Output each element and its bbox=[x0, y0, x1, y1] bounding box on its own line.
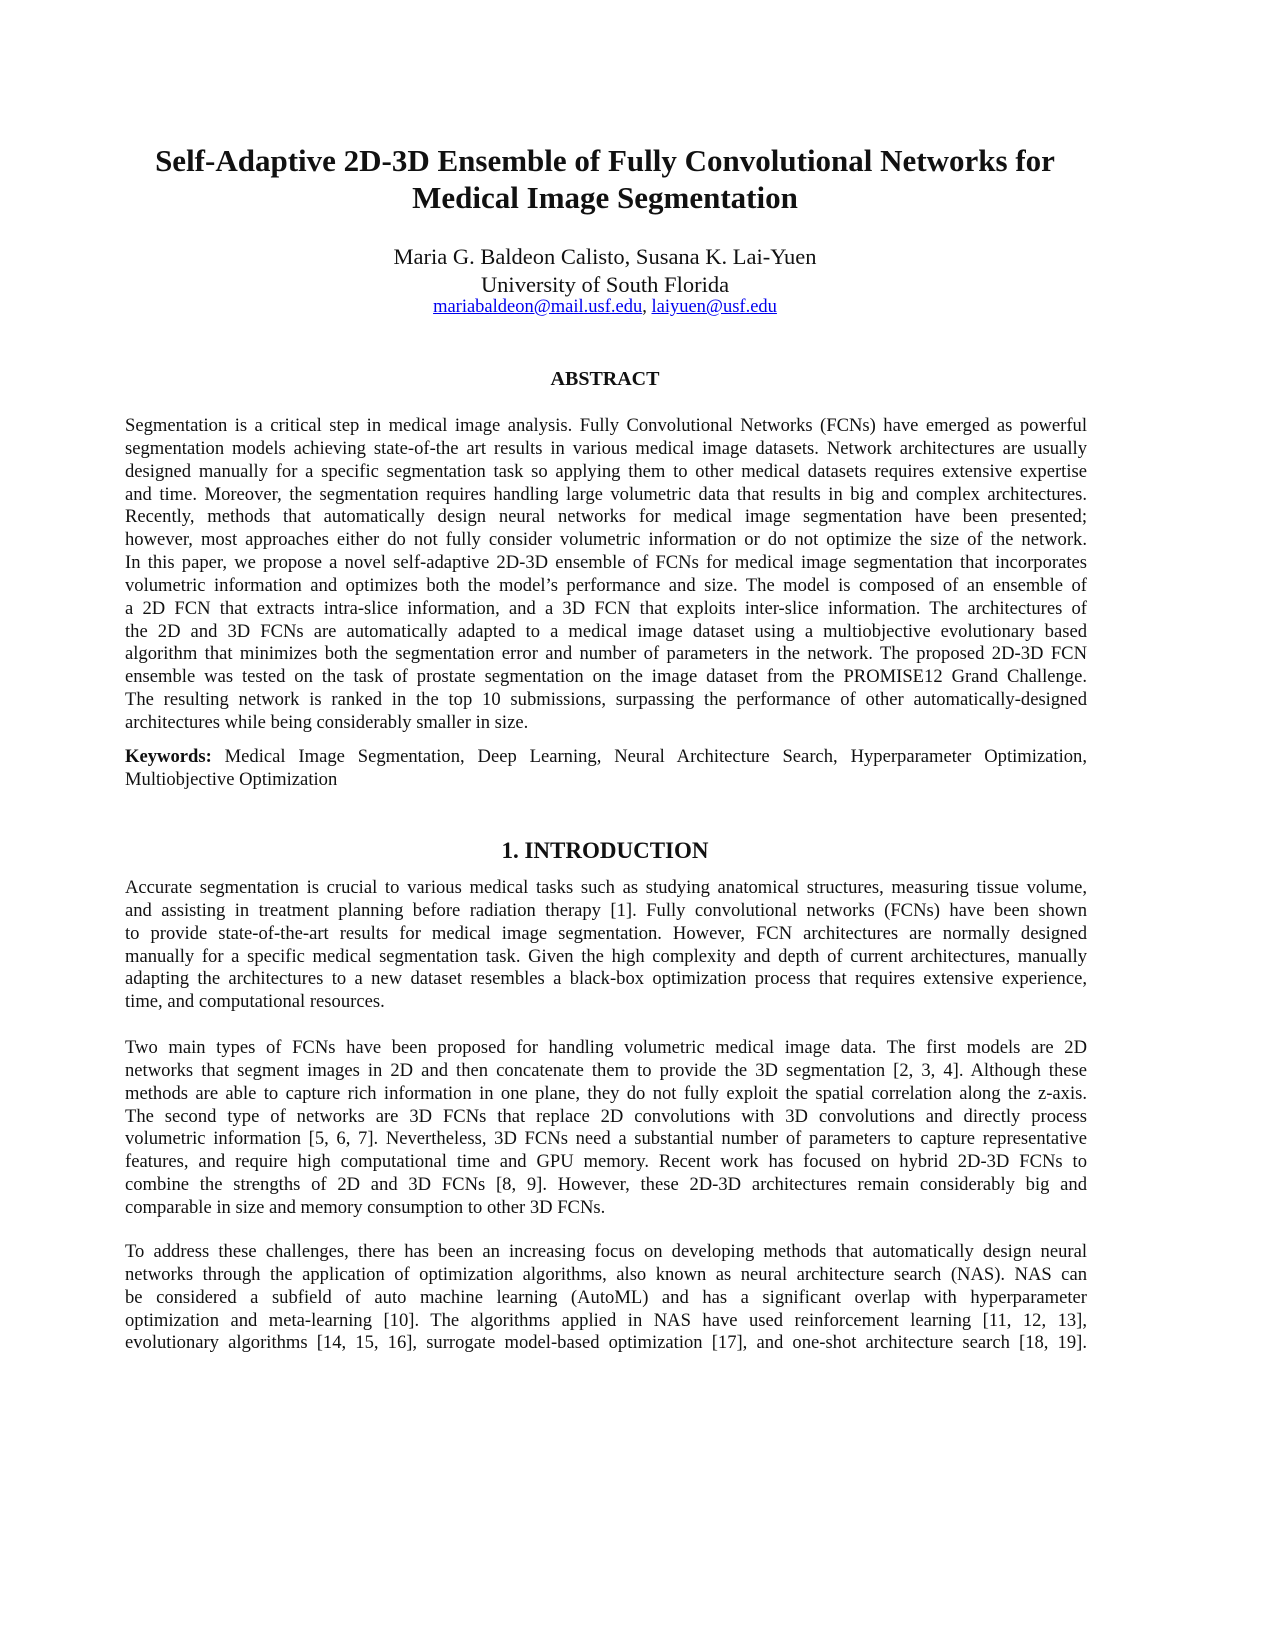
paper-title bbox=[0, 142, 1210, 216]
text-line: time, and computational resources. bbox=[125, 991, 385, 1013]
abstract-heading: ABSTRACT bbox=[550, 368, 660, 390]
text-line: and time. Moreover, the segmentation requires handling large volumetric data that results in big and complex architectures. bbox=[125, 483, 1087, 505]
keywords-text: Medical Image Segmentation, Deep Learning, Neural Architecture Search, Hyperparameter Optimization, bbox=[211, 746, 1087, 767]
intro-paragraph bbox=[125, 1241, 1087, 1355]
keywords bbox=[125, 746, 1087, 792]
text-line: be considered a subfield of auto machine learning (AutoML) and has a significant overlap with hyperparameter bbox=[125, 1286, 1087, 1308]
keywords-text: Multiobjective Optimization bbox=[125, 768, 338, 790]
title-line: Self-Adaptive 2D-3D Ensemble of Fully Convolutional Networks for bbox=[155, 143, 1055, 178]
text-line: Accurate segmentation is crucial to various medical tasks such as studying anatomical structures, measuring tissue volume, bbox=[125, 877, 1087, 898]
abstract-text bbox=[125, 415, 1087, 735]
emails bbox=[0, 297, 1210, 318]
affiliation: University of South Florida bbox=[480, 272, 730, 297]
text-line: comparable in size and memory consumption to other 3D FCNs. bbox=[125, 1196, 606, 1218]
email-separator: , bbox=[642, 297, 652, 317]
text-line: Two main types of FCNs have been proposed for handling volumetric medical image data. The first models are 2D bbox=[125, 1037, 1087, 1058]
text-line: adapting the architectures to a new dataset resembles a black-box optimization process that requires extensive experience, bbox=[125, 968, 1087, 990]
text-line: algorithm that minimizes both the segmentation error and number of parameters in the network. The proposed 2D-3D FCN bbox=[125, 643, 1087, 665]
text-line: to provide state-of-the-art results for medical image segmentation. However, FCN architectures are normally designed bbox=[125, 922, 1087, 944]
text-line: optimization and meta-learning [10]. The algorithms applied in NAS have used reinforcement learning [11, 12, 13], bbox=[125, 1309, 1087, 1331]
text-line: To address these challenges, there has been an increasing focus on developing methods that automatically design neural bbox=[125, 1241, 1087, 1262]
text-line: designed manually for a specific segmentation task so applying them to other medical datasets requires extensive expertise bbox=[125, 460, 1087, 482]
text-line: Recently, methods that automatically design neural networks for medical image segmentation have been presented; bbox=[125, 506, 1087, 528]
text-line: the 2D and 3D FCNs are automatically adapted to a medical image dataset using a multiobjective evolutionary based bbox=[125, 620, 1087, 642]
text-line: The resulting network is ranked in the top 10 submissions, surpassing the performance of other automatically-designed bbox=[125, 689, 1087, 711]
text-line: combine the strengths of 2D and 3D FCNs [8, 9]. However, these 2D-3D architectures remain considerably big and bbox=[125, 1174, 1087, 1196]
title-line: Medical Image Segmentation bbox=[412, 180, 798, 215]
email-link[interactable]: mariabaldeon@mail.usf.edu bbox=[433, 297, 643, 317]
text-line: The second type of networks are 3D FCNs that replace 2D convolutions with 3D convolutions and directly process bbox=[125, 1105, 1087, 1127]
text-line: volumetric information and optimizes both the model’s performance and size. The model is composed of an ensemble of bbox=[125, 574, 1087, 596]
text-line: methods are able to capture rich information in one plane, they do not fully exploit the spatial correlation along the z-axis. bbox=[125, 1082, 1087, 1104]
text-line: segmentation models achieving state-of-the art results in various medical image datasets. Network architectures are usually bbox=[125, 437, 1087, 459]
text-line: a 2D FCN that extracts intra-slice information, and a 3D FCN that exploits inter-slice information. The architectures of bbox=[125, 597, 1087, 619]
text-line: however, most approaches either do not fully consider volumetric information or do not optimize the size of the network. bbox=[125, 529, 1087, 551]
text-line: architectures while being considerably smaller in size. bbox=[125, 711, 529, 733]
text-line: and assisting in treatment planning before radiation therapy [1]. Fully convolutional networks (FCNs) have been shown bbox=[125, 899, 1087, 921]
introduction-heading: 1. INTRODUCTION bbox=[501, 838, 709, 863]
text-line: volumetric information [5, 6, 7]. Nevertheless, 3D FCNs need a substantial number of parameters to capture representative bbox=[125, 1128, 1087, 1150]
keywords-label: Keywords: bbox=[125, 746, 212, 767]
text-line: Segmentation is a critical step in medical image analysis. Fully Convolutional Networks (FCNs) have emerged as powerful bbox=[125, 415, 1087, 436]
authors: Maria G. Baldeon Calisto, Susana K. Lai-Yuen bbox=[393, 244, 817, 269]
text-line: networks through the application of optimization algorithms, also known as neural architecture search (NAS). NAS can bbox=[125, 1263, 1087, 1285]
text-line: In this paper, we propose a novel self-adaptive 2D-3D ensemble of FCNs for medical image segmentation that incorporates bbox=[125, 552, 1087, 574]
email-link[interactable]: laiyuen@usf.edu bbox=[651, 297, 777, 317]
author-block bbox=[0, 243, 1210, 299]
text-line: networks that segment images in 2D and then concatenate them to provide the 3D segmentation [2, 3, 4]. Although these bbox=[125, 1059, 1087, 1081]
text-line: manually for a specific medical segmentation task. Given the high complexity and depth of current architectures, manually bbox=[125, 945, 1087, 967]
intro-paragraph bbox=[125, 877, 1087, 1014]
text-line: evolutionary algorithms [14, 15, 16], surrogate model-based optimization [17], and one-shot architecture search [18, 19]. bbox=[125, 1332, 1087, 1354]
text-line: ensemble was tested on the task of prostate segmentation on the image dataset from the PROMISE12 Grand Challenge. bbox=[125, 666, 1087, 688]
intro-paragraph bbox=[125, 1037, 1087, 1220]
text-line: features, and require high computational time and GPU memory. Recent work has focused on hybrid 2D-3D FCNs to bbox=[125, 1151, 1087, 1173]
